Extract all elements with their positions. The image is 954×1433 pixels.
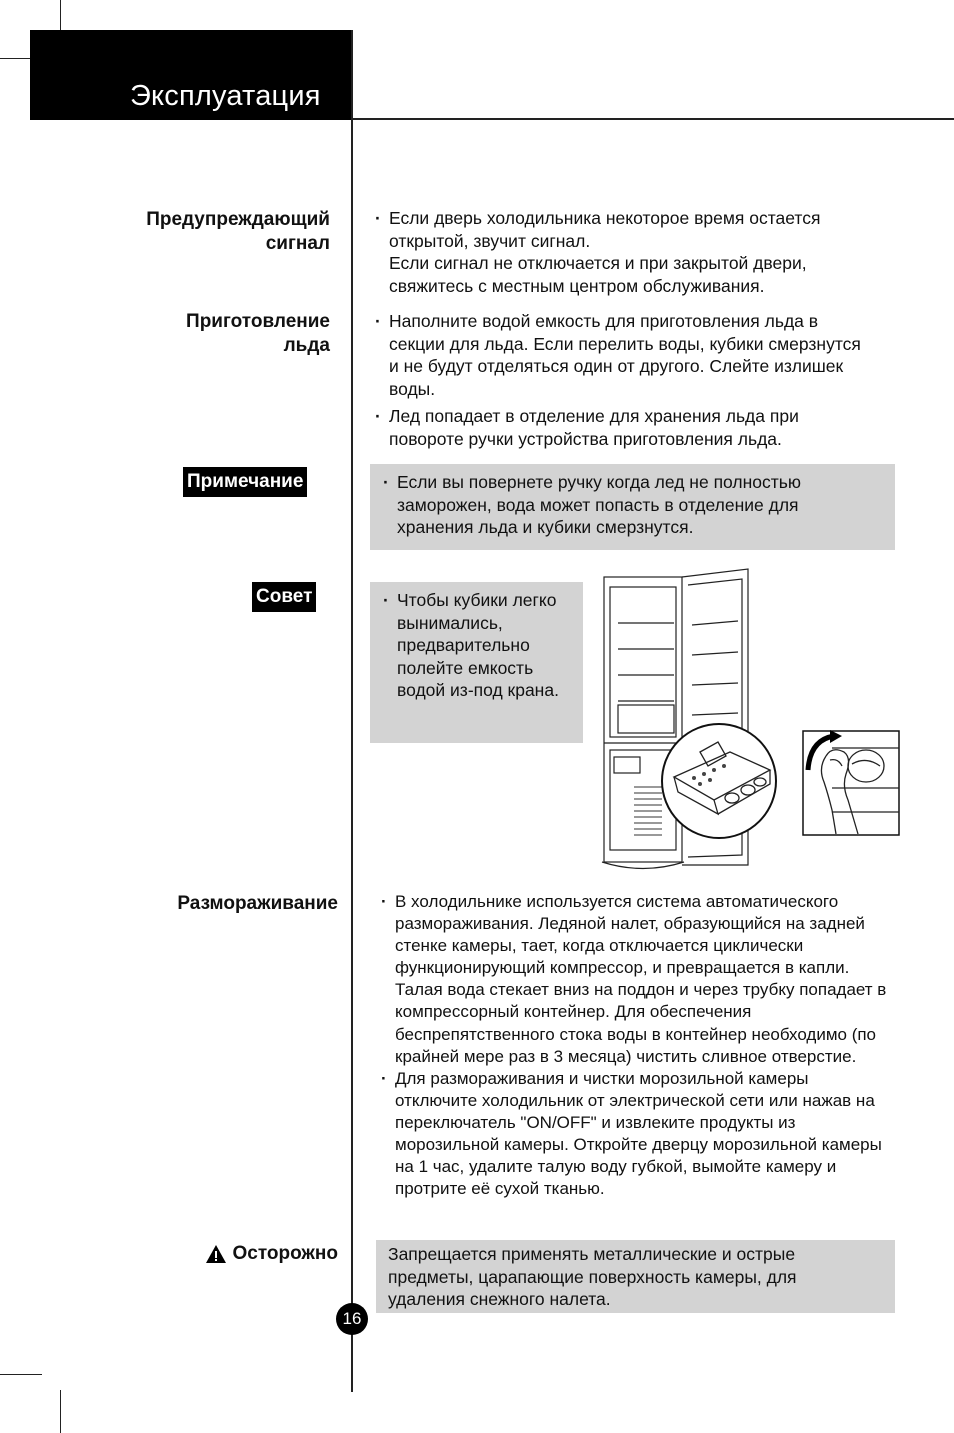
page-number: 16 [336,1303,368,1335]
defrost-list [378,891,890,1200]
note-tag: Примечание [183,467,307,497]
crop-mark [0,1374,42,1375]
crop-mark [60,1390,61,1433]
section-label-warning-signal [146,208,330,256]
knob-turn-illustration [802,730,900,836]
caution-box [376,1240,895,1313]
tip-box [370,582,583,743]
crop-mark [0,58,30,59]
label-line: сигнал [265,233,330,254]
page-title: Эксплуатация [130,80,321,112]
column-divider [351,30,353,1392]
warning-triangle-icon [205,1244,227,1264]
list-item [372,207,882,297]
section-label-defrost: Размораживание [177,893,338,914]
item-text: Если сигнал не отключается и при закрытой двери, свяжитесь с местным центром обслуживания. [389,253,807,296]
header-rule [352,118,954,120]
list-item: · Для размораживания и чистки морозильной камеры отключите холодильник от электрической сети или нажав на переключатель "ON/OFF" и извлеките продукты из морозильной камеры. Откройте дверцу морозильной камеры на 1 час, удалите талую воду губкой, вымойте камеру и протрите её сухой тканью. [378,1068,890,1201]
warning-signal-list [372,207,882,297]
section-label-caution [205,1242,338,1266]
list-item: · Наполните водой емкость для приготовления льда в секции для льда. Если перелить воды, кубики смерзнутся и не будут отделяться один от другого. Слейте излишек воды. [372,310,872,400]
list-item: · Если вы повернете ручку когда лед не полностью заморожен, вода может попасть в отделение для хранения льда и кубики смерзнутся. [380,471,860,539]
label-line: Предупреждающий [146,209,330,230]
list-item: · В холодильнике используется система автоматического размораживания. Ледяной налет, образующийся на задней стенке камеры, тает, когда отключается циклически функционирующий компрессор, и превращается в капли. Талая вода стекает вниз на поддон и через трубку попадает в компрессорный контейнер. Для обеспечения беспрепятственного стока воды в контейнер необходимо (по крайней мере раз в 3 месяца) чистить сливное отверстие. [378,891,890,1068]
caution-text: Запрещается применять металлические и острые предметы, царапающие поверхность камеры, для удаления снежного налета. [388,1244,797,1309]
list-item: · Лед попадает в отделение для хранения льда при повороте ручки устройства приготовления льда. [372,405,872,450]
ice-making-list [372,310,872,450]
list-item: · Чтобы кубики легко вынимались, предварительно полейте емкость водой из-под крана. [380,589,572,702]
tip-tag: Совет [252,582,316,612]
ice-tray-zoom-illustration [660,722,778,840]
tip-list [380,589,572,702]
note-list [380,471,860,539]
section-label-ice-making [186,310,330,358]
label-line: льда [283,335,330,356]
item-text: · Если дверь холодильника некоторое время остается открытой, звучит сигнал. [389,208,821,251]
note-box [370,464,895,550]
label-line: Приготовление [186,311,330,332]
caution-label: Осторожно [232,1243,338,1264]
